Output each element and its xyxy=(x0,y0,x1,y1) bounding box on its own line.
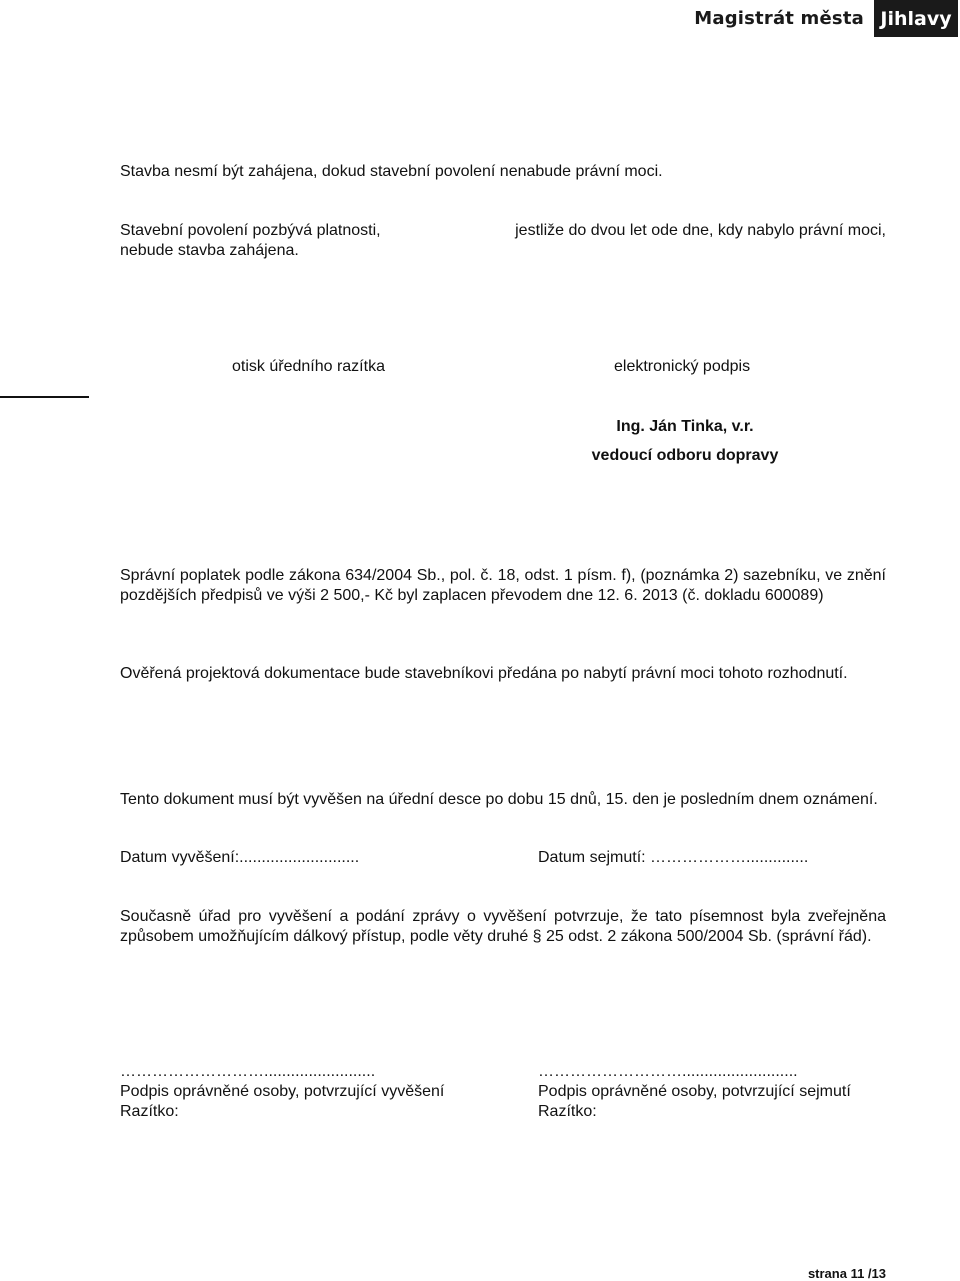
logo-text-magistrat: Magistrát města xyxy=(694,8,864,29)
paragraph-posting: Tento dokument musí být vyvěšen na úřední desce po dobu 15 dnů, 15. den je posledním dnem oznámení. xyxy=(120,791,878,808)
validity-line1-left: Stavební povolení pozbývá platnosti, xyxy=(120,222,381,239)
signature-block-posting xyxy=(120,1062,520,1122)
signatory-name: Ing. Ján Tinka, v.r. xyxy=(616,418,754,435)
logo-text-jihlavy: Jihlavy xyxy=(874,0,958,37)
header-logo xyxy=(694,0,958,37)
paragraph-validity-line1 xyxy=(120,221,886,241)
signature-dots-left: ………………………......................... xyxy=(120,1063,376,1080)
signature-dots-right: ……………………….......................... xyxy=(538,1063,798,1080)
signature-label-right: Podpis oprávněné osoby, potvrzující sejmutí xyxy=(538,1083,851,1100)
signature-block-removal xyxy=(538,1062,938,1122)
paragraph-confirmation: Současně úřad pro vyvěšení a podání zprávy o vyvěšení potvrzuje, že tato písemnost byla zveřejněna způsobem umožňujícím dálkový přístup, podle věty druhé § 25 odst. 2 zákona 500/2004 Sb. (správní řád). xyxy=(120,908,886,945)
validity-line1-right: jestliže do dvou let ode dne, kdy nabylo právní moci, xyxy=(515,222,886,239)
paragraph-fee: Správní poplatek podle zákona 634/2004 Sb., pol. č. 18, odst. 1 písm. f), (poznámka 2) sazebníku, ve znění pozdějších předpisů ve výši 2 500,- Kč byl zaplacen převodem dne 12. 6. 2013 (č. dokladu 600089) xyxy=(120,567,886,604)
date-removed: Datum sejmutí: ……………….............. xyxy=(538,849,809,866)
signature-label-left: Podpis oprávněné osoby, potvrzující vyvěšení xyxy=(120,1083,445,1100)
left-rule xyxy=(0,396,89,398)
paragraph-validity-line2: nebude stavba zahájena. xyxy=(120,242,299,259)
esign-label: elektronický podpis xyxy=(614,358,751,375)
page-number: strana 11 /13 xyxy=(807,1266,886,1281)
signature-stamp-left: Razítko: xyxy=(120,1103,179,1120)
paragraph-documentation: Ověřená projektová dokumentace bude stavebníkovi předána po nabytí právní moci tohoto rozhodnutí. xyxy=(120,665,848,682)
date-posted: Datum vyvěšení:........................... xyxy=(120,849,360,866)
signatory-role: vedoucí odboru dopravy xyxy=(591,447,779,464)
signature-stamp-right: Razítko: xyxy=(538,1103,597,1120)
stamp-label: otisk úředního razítka xyxy=(232,358,385,375)
paragraph-no-start: Stavba nesmí být zahájena, dokud stavební povolení nenabude právní moci. xyxy=(120,163,663,180)
